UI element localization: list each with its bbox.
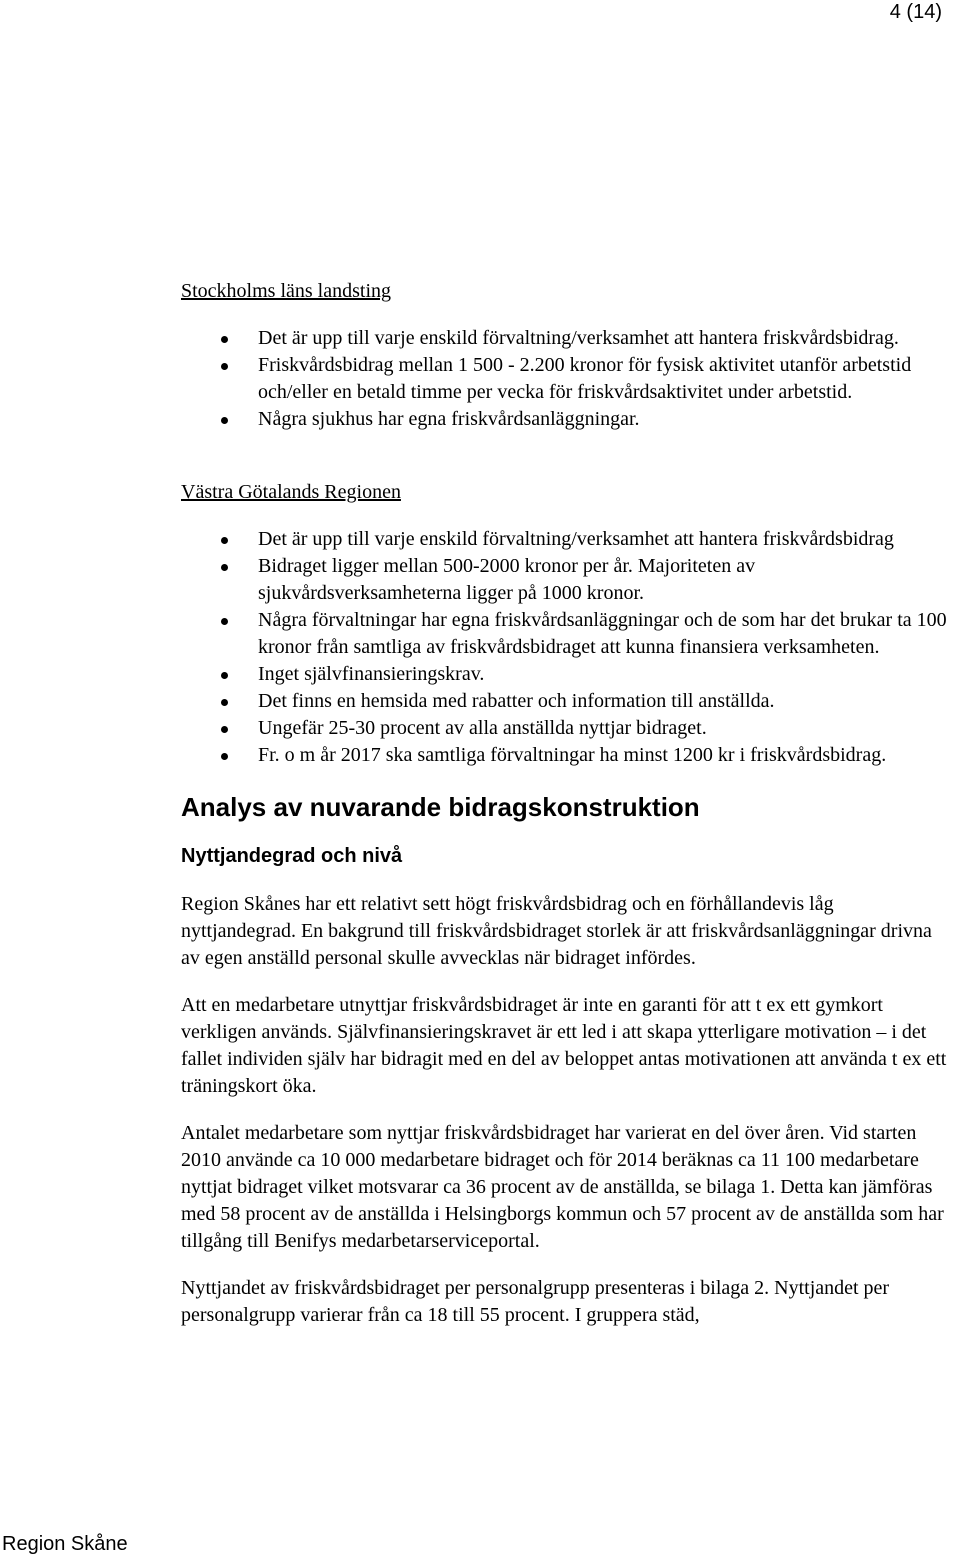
section-heading: Västra Götalands Regionen <box>181 481 401 503</box>
list-item: Det är upp till varje enskild förvaltning/verksamhet att hantera friskvårdsbidrag. <box>181 325 951 352</box>
bullet-icon <box>221 753 228 760</box>
bullet-icon <box>221 336 228 343</box>
list-item: Några sjukhus har egna friskvårdsanläggningar. <box>181 406 951 433</box>
bullet-list <box>181 526 951 769</box>
bullet-icon <box>221 699 228 706</box>
bullet-icon <box>221 564 228 571</box>
bullet-icon <box>221 726 228 733</box>
list-item: Det är upp till varje enskild förvaltning/verksamhet att hantera friskvårdsbidrag <box>181 526 951 553</box>
section-stockholm <box>181 278 951 433</box>
list-item: Bidraget ligger mellan 500-2000 kronor per år. Majoriteten av sjukvårdsverksamheterna ligger på 1000 kronor. <box>181 553 951 607</box>
list-item: Inget självfinansieringskrav. <box>181 661 951 688</box>
bullet-icon <box>221 537 228 544</box>
list-item: Några förvaltningar har egna friskvårdsanläggningar och de som har det brukar ta 100 kronor från samtliga av friskvårdsbidraget att kunna finansiera verksamheten. <box>181 607 951 661</box>
analysis-subheading: Nyttjandegrad och nivå <box>181 845 403 867</box>
footer-organization: Region Skåne <box>2 1533 128 1555</box>
page-number: 4 (14) <box>889 1 942 23</box>
paragraph: Nyttjandet av friskvårdsbidraget per personalgrupp presenteras i bilaga 2. Nyttjandet per personalgrupp varierar från ca 18 till 55 procent. I gruppera städ, <box>181 1277 890 1326</box>
analysis-heading: Analys av nuvarande bidragskonstruktion <box>181 792 700 822</box>
document-body <box>181 278 951 1329</box>
paragraph: Att en medarbetare utnyttjar friskvårdsbidraget är inte en garanti för att t ex ett gymkort verkligen används. Självfinansieringskravet är ett led i att skapa ytterligare motivation – i det fallet individen själv har bidragit med en del av beloppet antas motivationen att använda t ex ett träningskort öka. <box>181 994 947 1097</box>
bullet-icon <box>221 672 228 679</box>
section-vastra-gotaland <box>181 479 951 769</box>
list-item: Ungefär 25-30 procent av alla anställda nyttjar bidraget. <box>181 715 951 742</box>
bullet-list <box>181 325 951 433</box>
list-item: Fr. o m år 2017 ska samtliga förvaltningar ha minst 1200 kr i friskvårdsbidrag. <box>181 742 951 769</box>
section-analysis <box>181 791 951 1329</box>
bullet-icon <box>221 618 228 625</box>
paragraph: Region Skånes har ett relativt sett högt friskvårdsbidrag och en förhållandevis låg nyttjandegrad. En bakgrund till friskvårdsbidraget storlek är att friskvårdsanläggningar drivna av egen anställd personal skulle avvecklas när bidraget infördes. <box>181 893 932 969</box>
paragraph: Antalet medarbetare som nyttjar friskvårdsbidraget har varierat en del över åren. Vid starten 2010 använde ca 10 000 medarbetare bidraget och för 2014 beräknas ca 11 100 medarbetare nyttjat bidraget vilket motsvarar ca 36 procent av de anställda, se bilaga 1. Detta kan jämföras med 58 procent av de anställda i Helsingborgs kommun och 57 procent av de anställda som har tillgång till Benifys medarbetarserviceportal. <box>181 1122 944 1252</box>
bullet-icon <box>221 363 228 370</box>
list-item: Friskvårdsbidrag mellan 1 500 - 2.200 kronor för fysisk aktivitet utanför arbetstid och/eller en betald timme per vecka för friskvårdsaktivitet under arbetstid. <box>181 352 951 406</box>
list-item: Det finns en hemsida med rabatter och information till anställda. <box>181 688 951 715</box>
bullet-icon <box>221 417 228 424</box>
section-heading: Stockholms läns landsting <box>181 280 391 302</box>
